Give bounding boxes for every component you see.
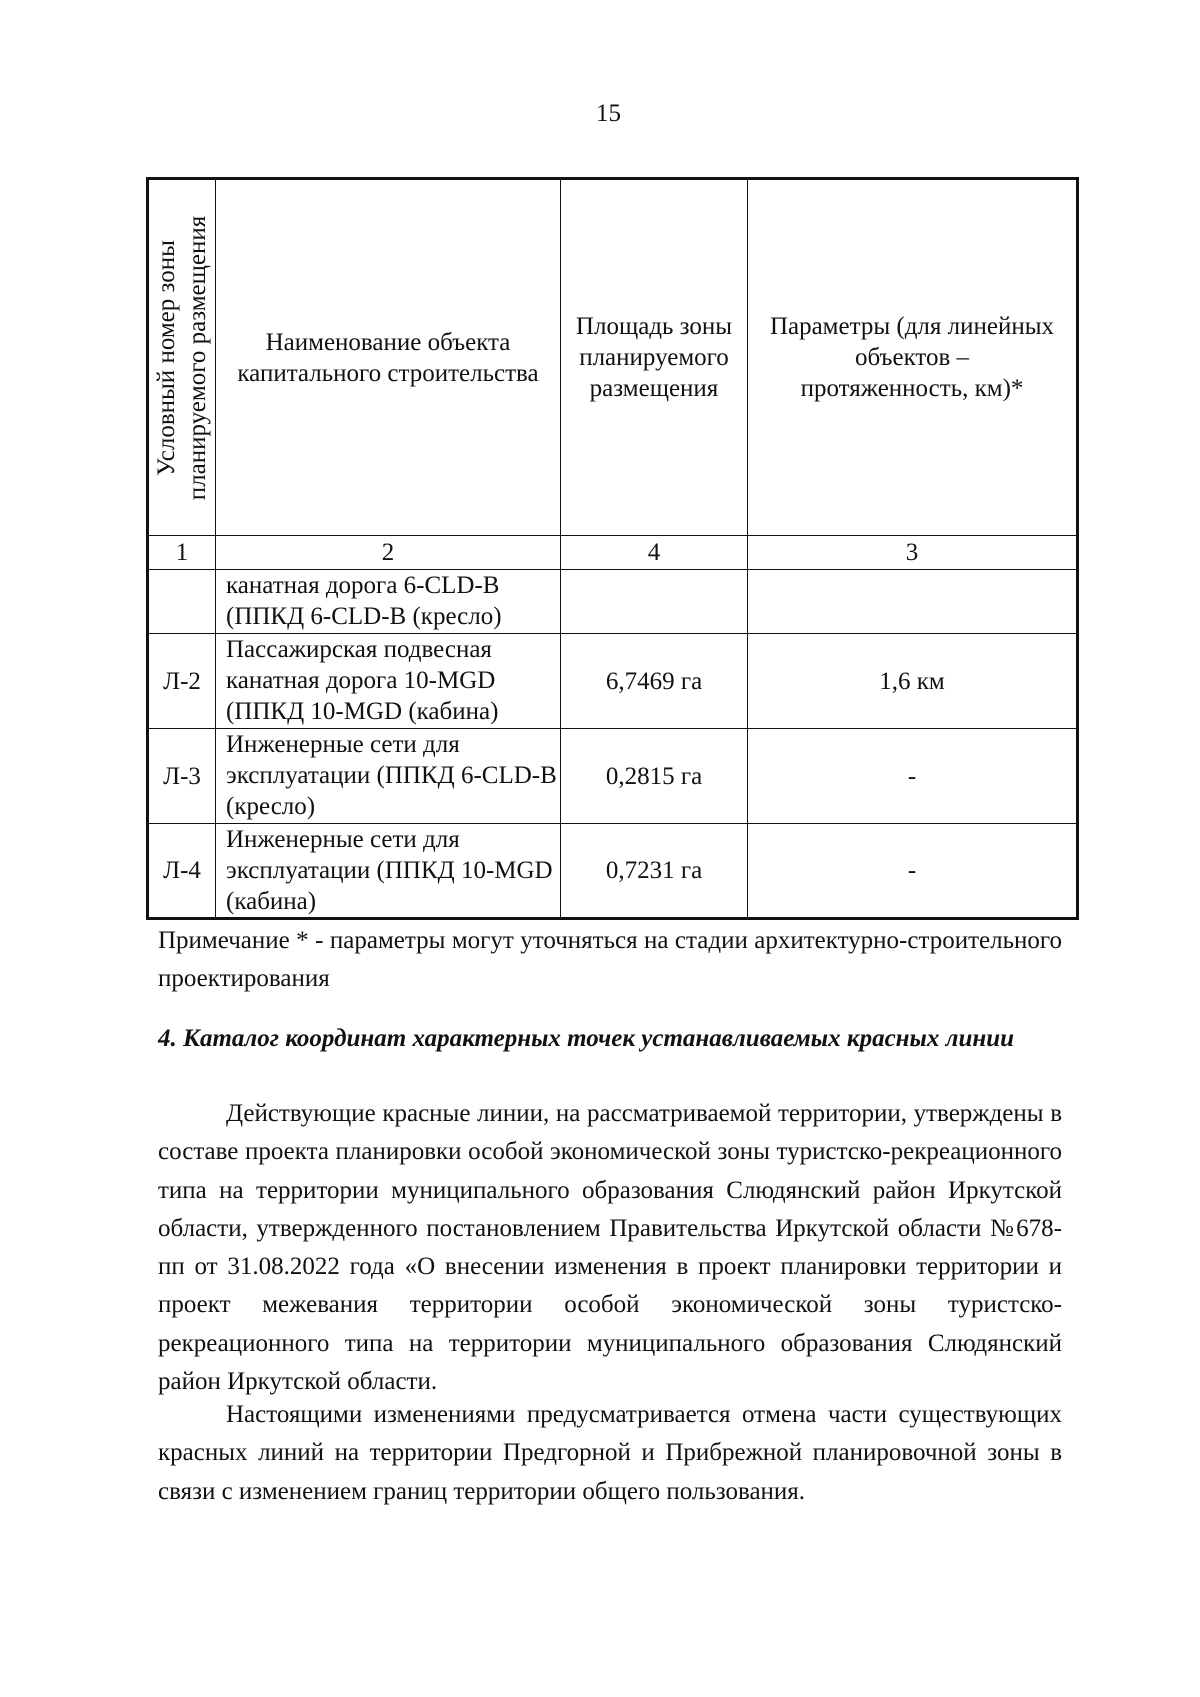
object-name-cell: Пассажирская подвесная канатная дорога 10-MGD (ППКД 10-MGD (кабина)	[216, 634, 561, 729]
header-zone-number: Условный номер зоны планируемого размещения	[148, 179, 216, 536]
table-row	[148, 824, 1078, 919]
table-row	[148, 634, 1078, 729]
column-number: 3	[748, 536, 1078, 570]
object-name-cell: канатная дорога 6-CLD-B (ППКД 6-CLD-B (кресло)	[216, 570, 561, 634]
area-cell: 0,2815 га	[561, 729, 748, 824]
objects-table	[146, 177, 1079, 920]
area-cell: 0,7231 га	[561, 824, 748, 919]
column-number: 4	[561, 536, 748, 570]
column-number-row	[148, 536, 1078, 570]
table-note: Примечание * - параметры могут уточняться на стадии архитектурно-строительного проектирования	[158, 927, 1062, 992]
table-row	[148, 570, 1078, 634]
area-cell: 6,7469 га	[561, 634, 748, 729]
section-heading: 4. Каталог координат характерных точек устанавливаемых красных линии	[158, 1025, 1015, 1052]
params-cell: 1,6 км	[748, 634, 1078, 729]
params-cell: -	[748, 729, 1078, 824]
params-cell	[748, 570, 1078, 634]
object-name-cell: Инженерные сети для эксплуатации (ППКД 6-CLD-B (кресло)	[216, 729, 561, 824]
table-row	[148, 729, 1078, 824]
header-zone-area: Площадь зоны планируемого размещения	[561, 179, 748, 536]
zone-cell	[148, 570, 216, 634]
object-name-cell: Инженерные сети для эксплуатации (ППКД 10-MGD (кабина)	[216, 824, 561, 919]
zone-cell: Л-3	[148, 729, 216, 824]
area-cell	[561, 570, 748, 634]
header-parameters: Параметры (для линейных объектов – протяженность, км)*	[748, 179, 1078, 536]
params-cell: -	[748, 824, 1078, 919]
zone-cell: Л-2	[148, 634, 216, 729]
body-paragraph: Действующие красные линии, на рассматриваемой территории, утверждены в составе проекта планировки особой экономической зоны туристско-рекреационного типа на территории муниципального образования Слюдянский район Иркутской области, утвержденного постановлением Правительства Иркутской области №678-пп от 31.08.2022 года «О внесении изменения в проект планировки территории и проект межевания территории особой экономической зоны туристско-рекреационного типа на территории муниципального образования Слюдянский район Иркутской области.	[158, 1100, 1062, 1396]
body-paragraph: Настоящими изменениями предусматривается отмена части существующих красных линий на территории Предгорной и Прибрежной планировочной зоны в связи с изменением границ территории общего пользования.	[158, 1401, 1062, 1505]
column-number: 1	[148, 536, 216, 570]
table-header-row	[148, 179, 1078, 536]
header-object-name: Наименование объекта капитального строительства	[216, 179, 561, 536]
zone-cell: Л-4	[148, 824, 216, 919]
column-number: 2	[216, 536, 561, 570]
